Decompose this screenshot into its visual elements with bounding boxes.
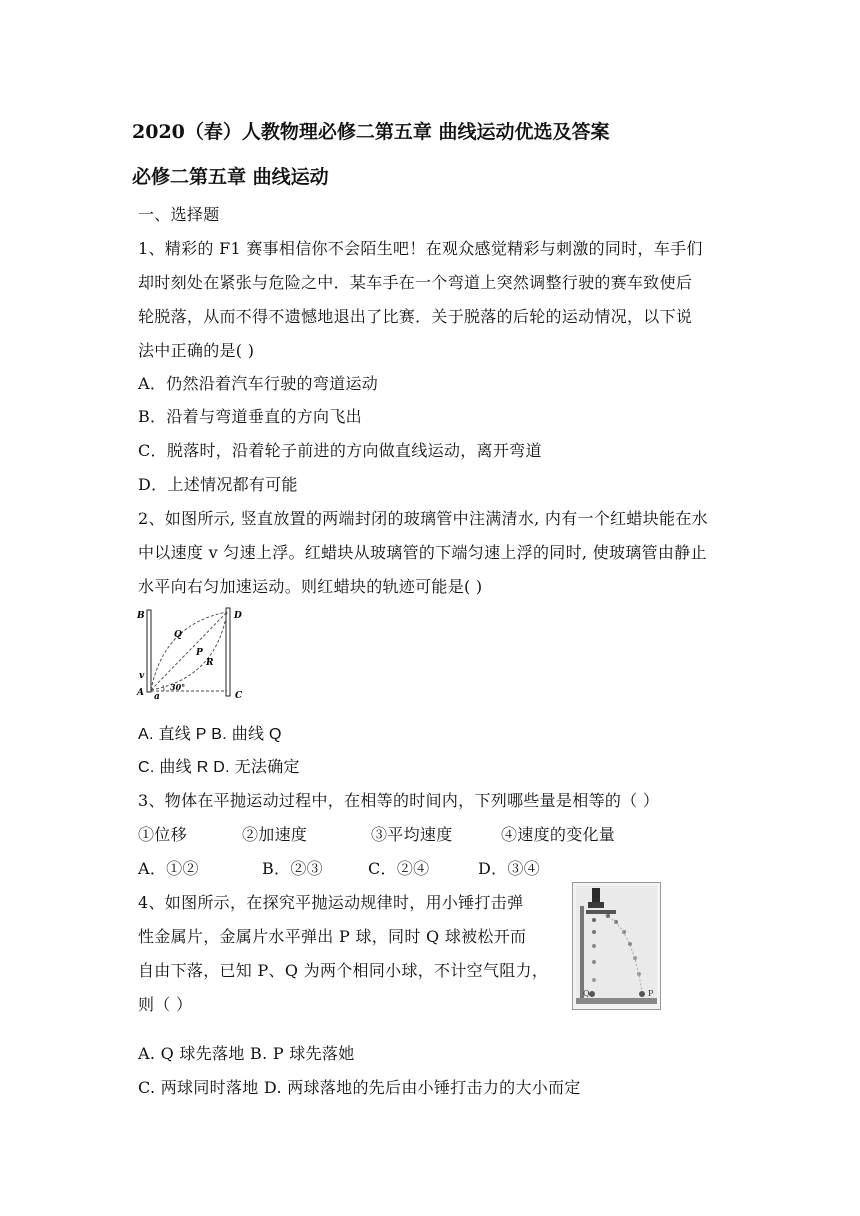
q2-options-row-1: A. 直线 P B. 曲线 Q xyxy=(138,726,282,743)
label-p: P xyxy=(648,989,654,998)
q3-item-1: ①位移 xyxy=(138,825,187,844)
label-a: A xyxy=(137,688,144,698)
ball-q xyxy=(589,991,595,997)
label-angle: 30° xyxy=(170,682,186,692)
tube-right xyxy=(226,608,230,696)
label-q: Q xyxy=(583,989,590,998)
ground xyxy=(576,998,657,1004)
label-q: Q xyxy=(174,630,182,640)
q4-stem-line-3: 自由下落，已知 P、Q 为两个相同小球，不计空气阻力， xyxy=(138,961,549,980)
q1-option-b: B．沿着与弯道垂直的方向飞出 xyxy=(138,407,362,426)
angle-arc xyxy=(163,685,164,691)
q3-stem: 3、物体在平抛运动过程中，在相等的时间内，下列哪些量是相等的（ ） xyxy=(138,791,660,810)
support-pole xyxy=(580,906,584,1000)
q4-options-row-2: C. 两球同时落地 D. 两球落地的先后由小锤打击力的大小而定 xyxy=(138,1078,581,1097)
q4-figure xyxy=(572,882,661,1010)
q3-option-d: D．③④ xyxy=(478,859,541,878)
q3-item-3: ③平均速度 xyxy=(371,825,453,844)
label-c: C xyxy=(235,691,243,701)
q1-option-c: C．脱落时，沿着轮子前进的方向做直线运动，离开弯道 xyxy=(138,441,542,460)
q1-stem-line-2: 却时刻处在紧张与危险之中．某车手在一个弯道上突然调整行驶的赛车致使后 xyxy=(138,273,693,292)
hammer-head xyxy=(588,902,604,908)
label-b: B xyxy=(137,611,145,621)
q3-option-b: B．②③ xyxy=(262,859,323,878)
q1-option-a: A．仍然沿着汽车行驶的弯道运动 xyxy=(138,374,379,393)
q3-item-2: ②加速度 xyxy=(242,825,308,844)
ball-p xyxy=(639,991,645,997)
q4-options-row-1: A. Q 球先落地 B. P 球先落她 xyxy=(138,1044,355,1063)
label-r: R xyxy=(206,658,214,668)
q3-item-4: ④速度的变化量 xyxy=(501,825,616,844)
metal-plate xyxy=(586,910,616,914)
q4-stem-line-1: 4、如图所示，在探究平抛运动规律时，用小锤打击弹 xyxy=(138,893,524,912)
label-d: D xyxy=(234,611,242,621)
label-p: P xyxy=(196,648,203,658)
q3-option-a: A．①② xyxy=(138,859,199,878)
q4-stem-line-2: 性金属片，金属片水平弹出 P 球，同时 Q 球被松开而 xyxy=(138,927,527,946)
label-a-small: a xyxy=(154,692,160,702)
tube-left xyxy=(147,610,151,692)
q2-figure xyxy=(134,604,249,704)
q4-stem-line-4: 则（ ） xyxy=(138,995,193,1014)
q2-stem-line-3: 水平向右匀加速运动。则红蜡块的轨迹可能是( ) xyxy=(138,577,483,596)
q2-stem-line-1: 2、如图所示, 竖直放置的两端封闭的玻璃管中注满清水, 内有一个红蜡块能在水 xyxy=(138,509,708,528)
section-heading: 一、选择题 xyxy=(138,205,220,224)
q1-stem-line-4: 法中正确的是( ) xyxy=(138,341,255,360)
q1-stem-line-1: 1、精彩的 F1 赛事相信你不会陌生吧！在观众感觉精彩与刺激的同时，车手们 xyxy=(138,239,703,258)
chapter-subtitle: 必修二第五章 曲线运动 xyxy=(132,166,329,188)
q2-stem-line-2: 中以速度 v 匀速上浮。红蜡块从玻璃管的下端匀速上浮的同时, 使玻璃管由静止 xyxy=(138,543,707,562)
document-title: 2020（春）人教物理必修二第五章 曲线运动优选及答案 xyxy=(132,121,610,143)
q1-option-d: D．上述情况都有可能 xyxy=(138,475,298,494)
label-v: v xyxy=(139,671,145,681)
q1-stem-line-3: 轮脱落，从而不得不遗憾地退出了比赛．关于脱落的后轮的运动情况，以下说 xyxy=(138,307,693,326)
path-p xyxy=(151,612,227,690)
hammer-handle xyxy=(592,888,600,904)
q2-options-row-2: C. 曲线 R D. 无法确定 xyxy=(138,759,300,776)
q3-option-c: C．②④ xyxy=(368,859,430,878)
